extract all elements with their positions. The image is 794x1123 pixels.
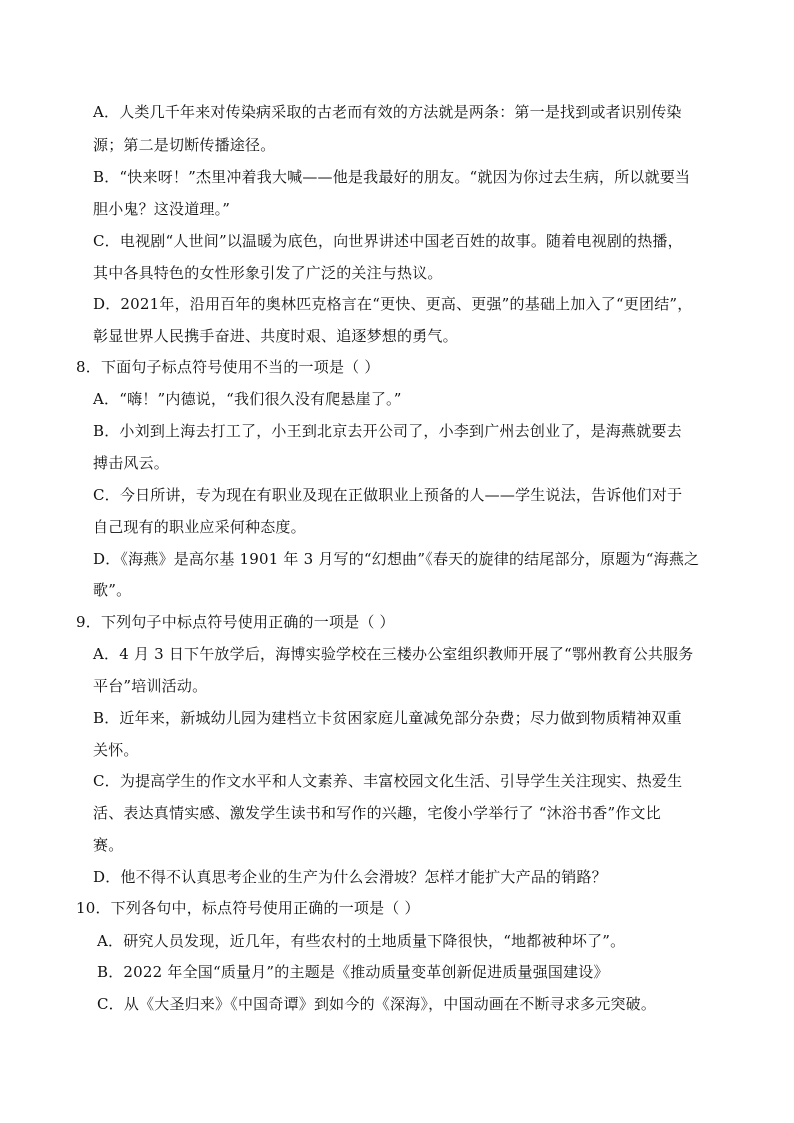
q7-option-d-line1: D．2021年，沿用百年的奥林匹克格言在“更快、更高、更强”的基础上加入了“更团结”， [93,295,693,313]
q8-option-d-line1: D．《海燕》是高尔基 1901 年 3 月写的“幻想曲”《春天的旋律的结尾部分，原题为“海燕之 [93,550,700,568]
q8-option-b-line1: B．小刘到上海去打工了，小王到北京去开公司了，小李到广州去创业了，是海燕就要去 [93,422,682,440]
q7-option-a-line1: A．人类几千年来对传染病采取的古老而有效的方法就是两条：第一是找到或者识别传染 [93,103,682,121]
q10-option-b-line1: B．2022 年全国“质量月”的主题是《推动质量变革创新促进质量强国建设》 [97,963,609,981]
q9-option-a-line1: A．4 月 3 日下午放学后，海博实验学校在三楼办公室组织教师开展了“鄂州教育公共服务 [93,645,694,663]
q9-option-b-line1: B．近年来，新城幼儿园为建档立卡贫困家庭儿童减免部分杂费；尽力做到物质精神双重 [93,709,682,727]
q8-option-c-line1: C．今日所讲，专为现在有职业及现在正做职业上预备的人——学生说法，告诉他们对于 [93,486,683,504]
q7-option-b-line1: B．“快来呀！”杰里冲着我大喊——他是我最好的朋友。“就因为你过去生病，所以就要当 [93,168,691,186]
q9-option-a-line2: 平台”培训活动。 [93,677,208,695]
q8-option-d-line2: 歌”。 [93,581,132,599]
q7-option-c-line1: C．电视剧“人世间”以温暖为底色，向世界讲述中国老百姓的故事。随着电视剧的热播， [93,232,683,250]
q10-stem: 10．下列各句中，标点符号使用正确的一项是（ ） [76,899,420,917]
q9-stem: 9．下列句子中标点符号使用正确的一项是（ ） [76,613,395,631]
q9-option-c-line1: C．为提高学生的作文水平和人文素养、丰富校园文化生活、引导学生关注现实、热爱生 [93,772,683,790]
q8-option-c-line2: 自己现有的职业应采何种态度。 [93,518,306,536]
q10-option-a-line1: A．研究人员发现，近几年，有些农村的土地质量下降很快，“地都被种坏了”。 [97,932,626,950]
q8-option-a-line1: A．“嗨！”内德说，“我们很久没有爬悬崖了。” [93,390,402,408]
q9-option-c-line3: 赛。 [93,836,124,854]
q7-option-b-line2: 胆小鬼？这没道理。” [93,200,231,218]
q8-stem: 8．下面句子标点符号使用不当的一项是（ ） [76,358,380,376]
q10-option-c-line1: C．从《大圣归来》《中国奇谭》到如今的《深海》，中国动画在不断寻求多元突破。 [97,995,657,1013]
q9-option-c-line2: 活、表达真情实感、激发学生读书和写作的兴趣，宅俊小学举行了 “沐浴书香”作文比 [93,804,661,822]
q8-option-b-line2: 搏击风云。 [93,454,170,472]
q7-option-c-line2: 其中各具特色的女性形象引发了广泛的关注与热议。 [93,264,443,282]
q7-option-d-line2: 彰显世界人民携手奋进、共度时艰、追逐梦想的勇气。 [93,327,458,345]
q9-option-b-line2: 关怀。 [93,741,139,759]
q9-option-d-line1: D．他不得不认真思考企业的生产为什么会滑坡？怎样才能扩大产品的销路？ [93,868,607,886]
q7-option-a-line2: 源；第二是切断传播途径。 [93,136,276,154]
